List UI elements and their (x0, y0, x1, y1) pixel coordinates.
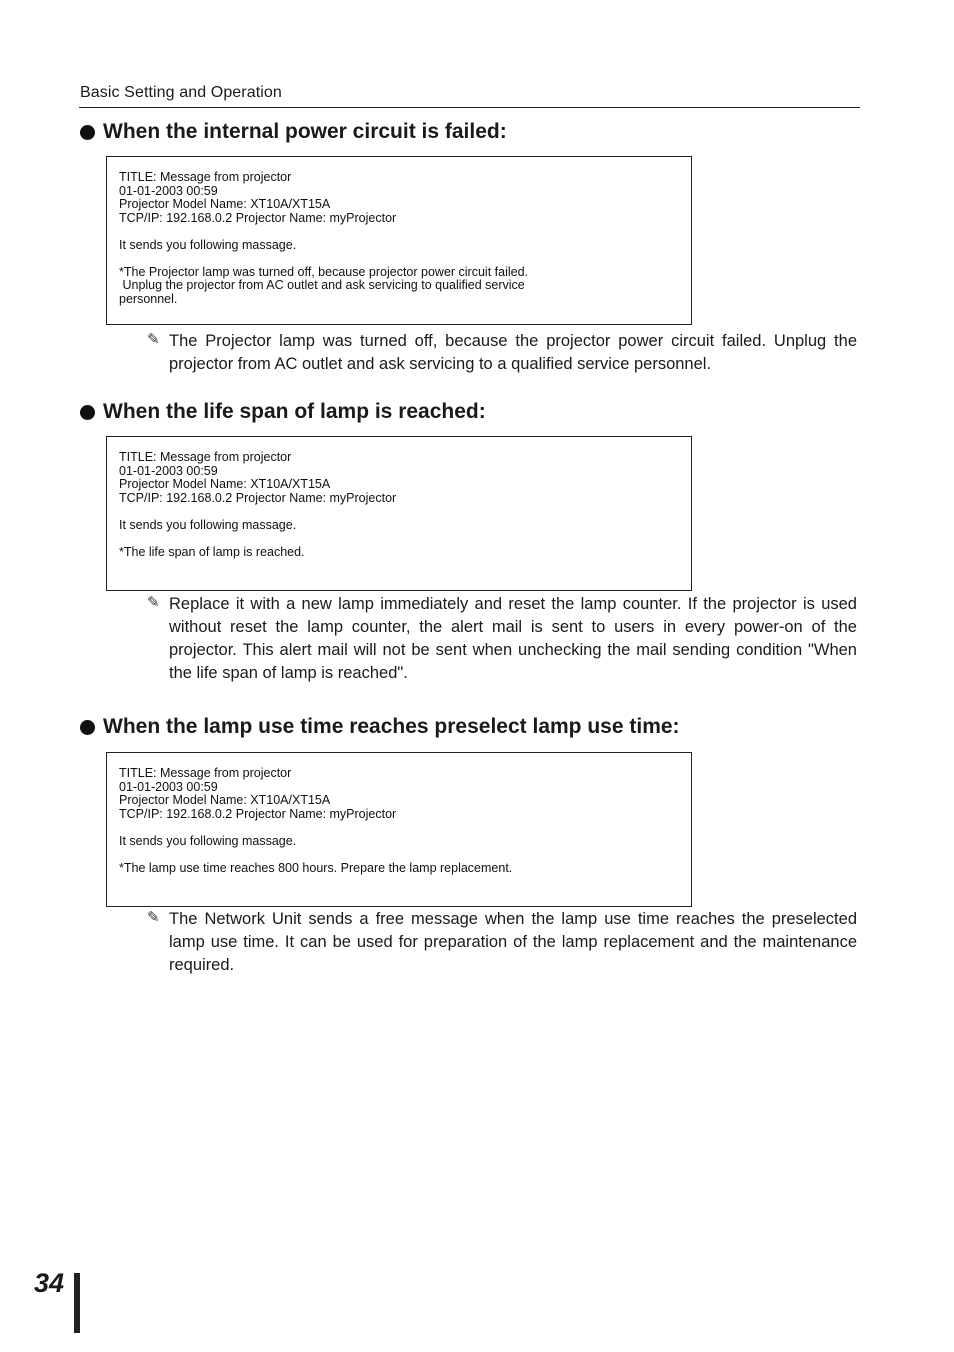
mail-line: 01-01-2003 00:59 (119, 779, 218, 794)
note-text: The Projector lamp was turned off, because the projector power circuit failed. Unplug the projector from AC outlet and ask servicing to a qualified service personnel. (169, 332, 857, 373)
mail-line: TITLE: Message from projector (119, 170, 292, 184)
running-header: Basic Setting and Operation (80, 84, 282, 101)
bullet-icon (80, 405, 95, 420)
note-paragraph (147, 593, 857, 685)
mail-line: 01-01-2003 00:59 (119, 463, 218, 478)
bullet-icon (80, 125, 95, 140)
mail-message-box (106, 436, 692, 591)
mail-blank-line (119, 252, 679, 266)
pencil-note-icon: ✎ (147, 331, 160, 348)
mail-line: personnel. (119, 291, 178, 306)
section-heading-text: When the internal power circuit is failed: (103, 120, 507, 143)
note-text: Replace it with a new lamp immediately and reset the lamp counter. If the projector is used without reset the lamp counter, the alert mail is sent to users in every power-on of the projector. This alert mail will not be sent when unchecking the mail sending condition "When the life span of lamp is reached". (169, 595, 857, 682)
page-number-bar (74, 1273, 80, 1333)
mail-line: *The lamp use time reaches 800 hours. Prepare the lamp replacement. (119, 860, 513, 875)
mail-line: It sends you following massage. (119, 517, 297, 532)
mail-line: *The Projector lamp was turned off, because projector power circuit failed. (119, 264, 528, 279)
note-paragraph (147, 908, 857, 977)
mail-line: Projector Model Name: XT10A/XT15A (119, 477, 331, 491)
section-heading-power-circuit (80, 120, 507, 144)
mail-line: Projector Model Name: XT10A/XT15A (119, 793, 331, 807)
mail-blank-line (119, 821, 679, 835)
mail-blank-line (119, 225, 679, 239)
pencil-note-icon: ✎ (147, 594, 160, 611)
mail-blank-line (119, 532, 679, 546)
mail-message-box (106, 156, 692, 325)
mail-message-box (106, 752, 692, 907)
mail-line: *The life span of lamp is reached. (119, 544, 305, 559)
section-heading-text: When the lamp use time reaches preselect lamp use time: (103, 715, 680, 738)
mail-line: Projector Model Name: XT10A/XT15A (119, 197, 331, 211)
page-number: 34 (34, 1268, 65, 1298)
mail-line: Unplug the projector from AC outlet and ask servicing to qualified service (119, 278, 525, 292)
mail-blank-line (119, 848, 679, 862)
bullet-icon (80, 720, 95, 735)
section-heading-text: When the life span of lamp is reached: (103, 400, 486, 423)
mail-line: TITLE: Message from projector (119, 450, 292, 464)
section-heading-lamp-use-time (80, 715, 680, 739)
mail-line: TCP/IP: 192.168.0.2 Projector Name: myProjector (119, 490, 397, 505)
mail-line: It sends you following massage. (119, 237, 297, 252)
pencil-note-icon: ✎ (147, 909, 160, 926)
header-divider (79, 107, 860, 108)
mail-line: It sends you following massage. (119, 833, 297, 848)
mail-line: 01-01-2003 00:59 (119, 183, 218, 198)
note-paragraph (147, 330, 857, 376)
section-heading-lamp-life (80, 400, 486, 424)
mail-line: TITLE: Message from projector (119, 766, 292, 780)
mail-line: TCP/IP: 192.168.0.2 Projector Name: myProjector (119, 210, 397, 225)
mail-line: TCP/IP: 192.168.0.2 Projector Name: myProjector (119, 806, 397, 821)
mail-blank-line (119, 505, 679, 519)
note-text: The Network Unit sends a free message when the lamp use time reaches the preselected lamp use time. It can be used for preparation of the lamp replacement and the maintenance required. (169, 910, 857, 974)
